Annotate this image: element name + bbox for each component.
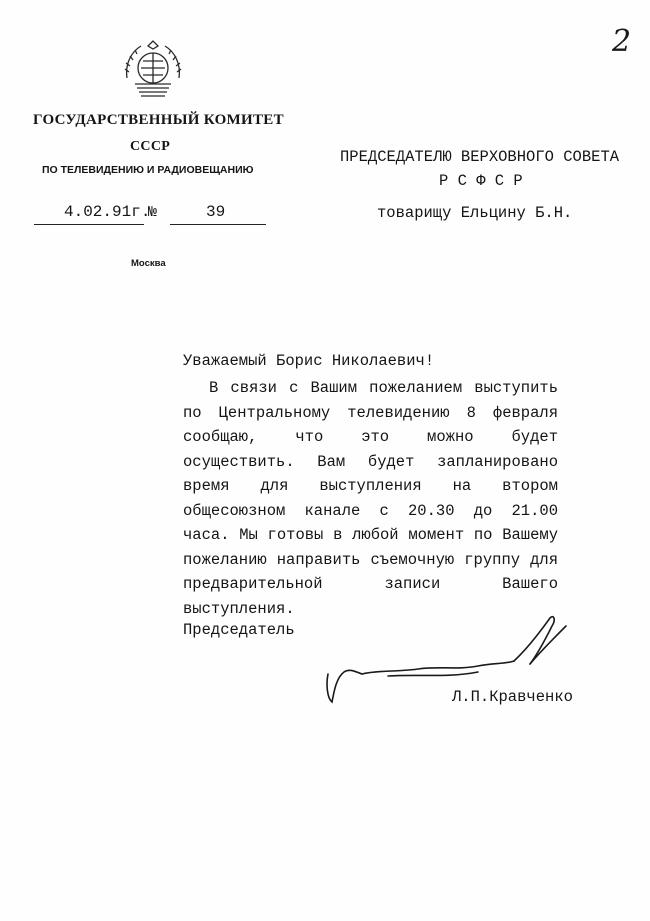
org-name-line2: СССР (130, 139, 171, 154)
signatory-name: Л.П.Кравченко (452, 688, 573, 706)
document-number: 39 (206, 203, 226, 221)
org-name-line1: ГОСУДАРСТВЕННЫЙ КОМИТЕТ (33, 112, 284, 128)
handwritten-page-number: 2 (612, 24, 632, 59)
city-label: Москва (131, 258, 166, 269)
addressee-line1: ПРЕДСЕДАТЕЛЮ ВЕРХОВНОГО СОВЕТА (340, 148, 620, 166)
ussr-coat-of-arms-icon (121, 38, 185, 102)
addressee-line2: Р С Ф С Р (439, 172, 523, 190)
letter-body: В связи с Вашим пожеланием выступить по Центральному телевидению 8 февраля сообщаю, что это можно будет осуществить. Вам будет запланировано время для выступления на втором общесоюзном канале с 20.30 до 21.00 часа. Мы готовы в любой момент по Вашему пожеланию направить съемочную группу для предварительной записи Вашего выступления. (183, 379, 558, 618)
number-sign: № (148, 204, 158, 221)
date-underline (34, 224, 144, 225)
signature-title: Председатель (183, 621, 295, 639)
number-underline (170, 224, 266, 225)
addressee-line3: товарищу Ельцину Б.Н. (377, 204, 573, 222)
salutation: Уважаемый Борис Николаевич! (183, 352, 435, 370)
org-name-line3: ПО ТЕЛЕВИДЕНИЮ И РАДИОВЕЩАНИЮ (42, 164, 254, 176)
document-date: 4.02.91г. (64, 203, 151, 221)
